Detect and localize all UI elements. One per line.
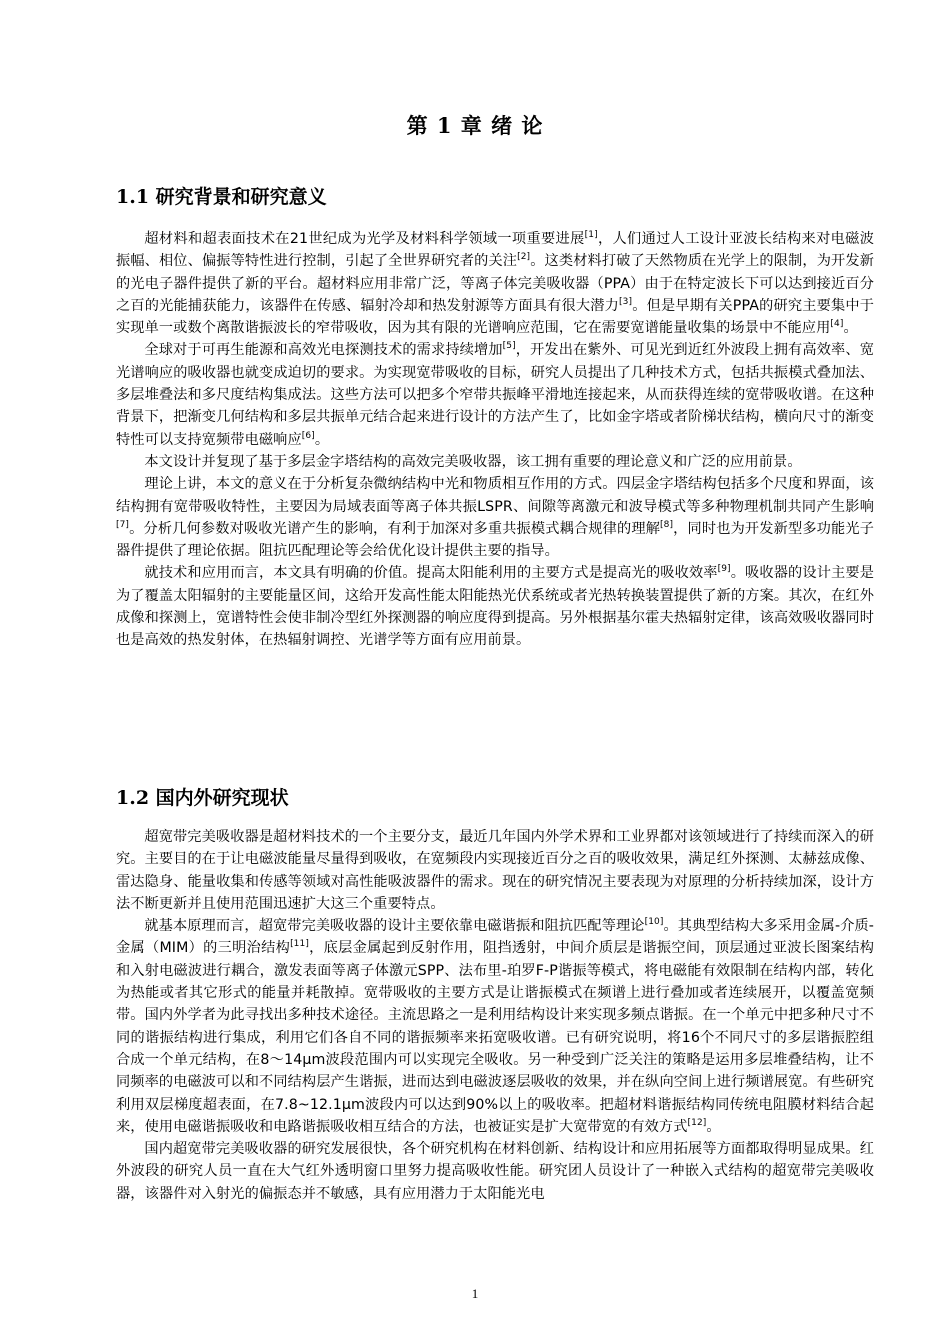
paragraph bbox=[116, 473, 874, 562]
paragraph bbox=[116, 451, 874, 473]
paragraph-text: 。 bbox=[314, 431, 330, 448]
citation-marker: [8] bbox=[660, 519, 674, 530]
citation-marker: [6] bbox=[301, 430, 315, 441]
paragraph-text: 国内超宽带完美吸收器的研究发展很快，各个研究机构在材料创新、结构设计和应用拓展等方面都取得明显成果。红外波段的研究人员一直在大气红外透明窗口里努力提高吸收性能。研究团人员设计了一种嵌入式结构的超宽带完美吸收器，该器件对入射光的偏振态并不敏感，具有应用潜力于太阳能光电 bbox=[116, 1141, 874, 1202]
paragraph bbox=[116, 1138, 874, 1205]
citation-marker: [10] bbox=[644, 917, 664, 928]
paragraph-text: 。吸收器的设计主要是为了覆盖太阳辐射的主要能量区间，这给开发高性能太阳能热光伏系统或者光热转换装置提供了新的方案。其次，在红外成像和探测上，宽谱特性会使非制冷型红外探测器的响应度得到提高。另外根据基尔霍夫热辐射定律，该高效吸收器同时也是高效的热发射体，在热辐射调控、光谱学等方面有应用前景。 bbox=[116, 565, 874, 649]
citation-marker: [12] bbox=[687, 1117, 707, 1128]
paragraph-text: 。这类材料打破了天然物质在光学上的限制，为开发新的光电子器件提供了新的平台。超材料应用非常广泛，等离子体完美吸收器（PPA）由于在特定波长下可以达到接近百分之百的光能捕获能力，该器件在传感、辐射冷却和热发射源等方面具有很大潜力 bbox=[116, 253, 874, 314]
section-heading-1-1: 1.1 研究背景和研究意义 bbox=[116, 186, 327, 208]
paragraph-text: 。 bbox=[843, 320, 858, 337]
citation-marker: [3] bbox=[619, 296, 633, 307]
paragraph-text: 理论上讲，本文的意义在于分析复杂微纳结构中光和物质相互作用的方式。四层金字塔结构包括多个尺度和界面，该结构拥有宽带吸收特性，主要因为局域表面等离子体共振LSPR、间隙等离激元和波导模式等多种物理机制共同产生影响 bbox=[116, 476, 874, 515]
page-number: 1 bbox=[471, 1286, 479, 1301]
chapter-title: 第 1 章 绪 论 bbox=[406, 113, 544, 138]
citation-marker: [11] bbox=[290, 939, 309, 950]
paragraph-text: ，底层金属起到反射作用，阻挡透射，中间介质层是谐振空间，顶层通过亚波长图案结构和入射电磁波进行耦合，激发表面等离子体激元SPP、法布里-珀罗F-P谐振等模式，将电磁能有效限制在结构内部，转化为热能或者其它形式的能量并耗散掉。宽带吸收的主要方式是让谐振模式在频谱上进行叠加或者连续展开，以覆盖宽频带。国内外学者为此寻找出多种技术途径。主流思路之一是利用结构设计来实现多频点谐振。在一个单元中把多种尺寸不同的谐振结构进行集成，利用它们各自不同的谐振频率来拓宽吸收谱。已有研究说明，将16个不同尺寸的多层谐振腔组合成一个单元结构，在8～14μm波段范围内可以实现完全吸收。另一种受到广泛关注的策略是运用多层堆叠结构，让不同频率的电磁波可以和不同结构层产生谐振，进而达到电磁波逐层吸收的效果，并在纵向空间上进行频谱展宽。有些研究利用双层梯度超表面，在7.8~12.1μm波段内可以达到90%以上的吸收率。把超材料谐振结构同传统电阻膜材料结合起来，使用电磁谐振吸收和电路谐振吸收相互结合的方法，也被证实是扩大宽带宽的有效方式 bbox=[116, 940, 875, 1135]
paragraph bbox=[116, 228, 874, 339]
citation-marker: [2] bbox=[517, 252, 531, 263]
paragraph bbox=[116, 915, 874, 1138]
citation-marker: [5] bbox=[502, 341, 516, 352]
section-1-1-body bbox=[116, 228, 874, 652]
paragraph-text: 超宽带完美吸收器是超材料技术的一个主要分支，最近几年国内外学术界和工业界都对该领域进行了持续而深入的研究。主要目的在于让电磁波能量尽量得到吸收，在宽频段内实现接近百分之百的吸收效果，满足红外探测、太赫兹成像、雷达隐身、能量收集和传感等领域对高性能吸波器件的需求。现在的研究情况主要表现为对原理的分析持续加深，设计方法不断更新并且使用范围迅速扩大这三个重要特点。 bbox=[116, 829, 874, 912]
paragraph-text: ，开发出在紫外、可见光到近红外波段上拥有高效率、宽光谱响应的吸收器也就变成迫切的要求。为实现宽带吸收的目标，研究人员提出了几种技术方式，包括共振模式叠加法、多层堆叠法和多尺度结构集成法。这些方法可以把多个窄带共振峰平滑地连接起来，从而获得连续的宽带吸收谱。在这种背景下，把渐变几何结构和多层共振单元结合起来进行设计的方法产生了，比如金字塔或者阶梯状结构，横向尺寸的渐变特性可以支持宽频带电磁响应 bbox=[116, 342, 874, 448]
paragraph bbox=[116, 339, 874, 450]
paragraph-text: 就基本原理而言，超宽带完美吸收器的设计主要依靠电磁谐振和阻抗匹配等理论 bbox=[144, 918, 645, 935]
paragraph-text: 就技术和应用而言，本文具有明确的价值。提高太阳能利用的主要方式是提高光的吸收效率 bbox=[144, 565, 718, 582]
citation-marker: [4] bbox=[830, 319, 844, 330]
paragraph-text: 。其典型结构大多采用金属-介质-金属（MIM）的三明治结构 bbox=[116, 918, 874, 957]
paragraph-text: 本文设计并复现了基于多层金字塔结构的高效完美吸收器，该工拥有重要的理论意义和广泛的应用前景。 bbox=[144, 453, 802, 470]
paragraph-text: 超材料和超表面技术在21世纪成为光学及材料科学领域一项重要进展 bbox=[144, 231, 585, 247]
section-heading-1-2: 1.2 国内外研究现状 bbox=[116, 787, 289, 809]
paragraph-text: 。 bbox=[706, 1118, 721, 1135]
citation-marker: [7] bbox=[116, 519, 130, 530]
paragraph-text: 全球对于可再生能源和高效光电探测技术的需求持续增加 bbox=[144, 342, 503, 359]
paragraph-text: ，同时也为开发新型多功能光子器件提供了理论依据。阻抗匹配理论等会给优化设计提供主要的指导。 bbox=[116, 520, 874, 560]
citation-marker: [9] bbox=[717, 564, 731, 575]
paragraph-text: ，人们通过人工设计亚波长结构来对电磁波振幅、相位、偏振等特性进行控制，引起了全世界研究者的关注 bbox=[116, 231, 875, 270]
citation-marker: [1] bbox=[584, 230, 598, 240]
paragraph bbox=[116, 562, 874, 651]
section-1-2-body bbox=[116, 826, 874, 1205]
paragraph-text: 。分析几何参数对吸收光谱产生的影响，有利于加深对多重共振模式耦合规律的理解 bbox=[129, 520, 661, 537]
paragraph bbox=[116, 826, 874, 915]
paragraph-text: 。但是早期有关PPA的研究主要集中于实现单一或数个离散谐振波长的窄带吸收，因为其有限的光谱响应范围，它在需要宽谱能量收集的场景中不能应用 bbox=[116, 297, 874, 337]
